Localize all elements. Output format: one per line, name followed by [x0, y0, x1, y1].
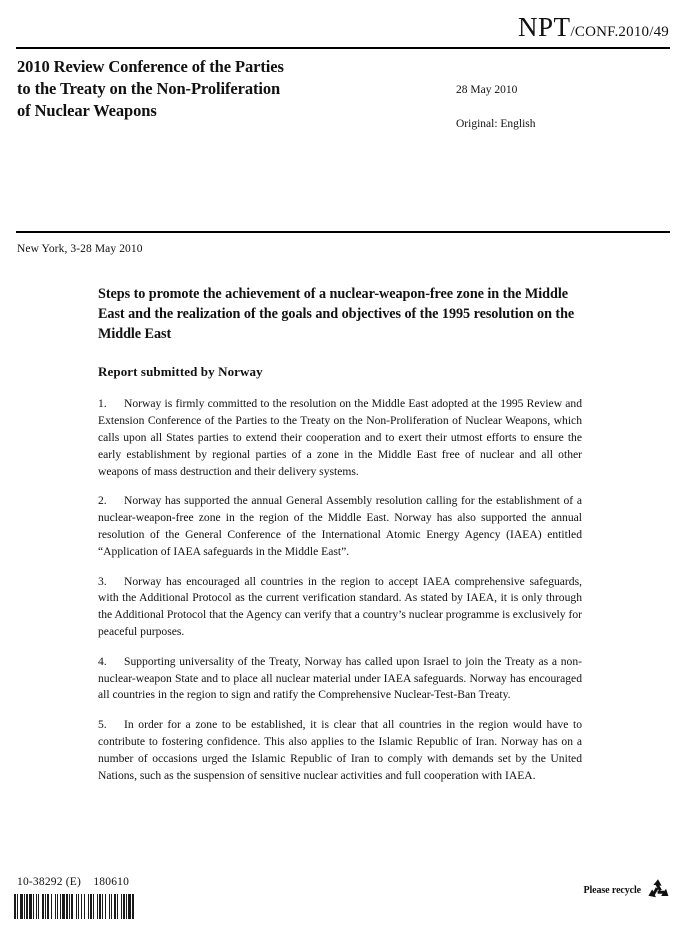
- document-date: 28 May 2010: [456, 84, 518, 96]
- venue-divider: [16, 231, 670, 233]
- paragraph-number: 3.: [98, 574, 107, 588]
- recycle-notice: [583, 878, 671, 902]
- document-original-language: Original: English: [456, 117, 536, 130]
- recycle-label: Please recycle: [583, 884, 641, 896]
- document-body: [98, 284, 582, 784]
- paragraph-4: [98, 654, 582, 704]
- paragraph-1: [98, 396, 582, 480]
- conference-title: [17, 56, 367, 122]
- subject-heading: Steps to promote the achievement of a nuclear-weapon-free zone in the Middle East and the realization of the goals and objectives of the 1995 resolution on the Middle East: [98, 286, 575, 343]
- paragraph-text: Supporting universality of the Treaty, Norway has called upon Israel to join the Treaty as a non-nuclear-weapon State and to place all nuclear material under IAEA safeguards. Norway has encouraged all countries in the region to sign and ratify the Comprehensive Nuclear-Test-Ban Treaty.: [98, 654, 582, 702]
- paragraph-text: Norway has supported the annual General Assembly resolution calling for the establishment of a nuclear-weapon-free zone in the region of the Middle East. Norway has also supported the annual resolution of the General Conference of the International Atomic Energy Agency (IAEA) entitled “Application of IAEA safeguards in the Middle East”.: [98, 494, 582, 558]
- paragraph-text: Norway has encouraged all countries in the region to accept IAEA comprehensive safeguards, with the Additional Protocol as the current verification standard. As stated by IAEA, it is only through the Additional Protocol that the Agency can verify that a country’s nuclear programme is exclusively for peaceful purposes.: [98, 574, 582, 639]
- paragraph-number: 5.: [98, 718, 107, 732]
- paragraph-number: 4.: [98, 654, 107, 668]
- document-symbol-suffix: /CONF.2010/49: [570, 24, 669, 40]
- paragraph-5: [98, 717, 582, 784]
- paragraph-number: 2.: [98, 494, 107, 508]
- document-symbol: [518, 14, 669, 41]
- conference-title-line-3: of Nuclear Weapons: [17, 100, 157, 120]
- paragraph-text: Norway is firmly committed to the resolution on the Middle East adopted at the 1995 Review and Extension Conference of the Parties to the Treaty on the Non-Proliferation of Nuclear Weapons, which calls upon all States parties to extend their cooperation and to exert their utmost efforts to ensure the early establishment by regional parties of a zone in the Middle East free of nuclear and all other weapons of mass destruction and their delivery systems.: [98, 397, 582, 478]
- conference-title-line-2: to the Treaty on the Non-Proliferation: [17, 78, 281, 98]
- paragraph-2: [98, 493, 582, 560]
- document-meta: [456, 84, 536, 132]
- document-symbol-prefix: NPT: [517, 12, 571, 42]
- paragraph-text: In order for a zone to be established, it is clear that all countries in the region would have to contribute to fostering confidence. This also applies to the Islamic Republic of Iran. Norway has on a number of occasions urged the Islamic Republic of Iran to comply with demands set by the United Nations, such as the suspension of sensitive nuclear activities and full cooperation with IAEA.: [98, 718, 582, 782]
- paragraph-3: [98, 574, 582, 641]
- report-submitter: Report submitted by Norway: [98, 364, 263, 380]
- paragraph-number: 1.: [98, 397, 107, 411]
- header-divider: [16, 47, 670, 49]
- conference-title-line-1: 2010 Review Conference of the Parties: [17, 57, 284, 76]
- job-number: 10-38292 (E) 180610: [17, 876, 130, 888]
- conference-venue: New York, 3-28 May 2010: [17, 243, 143, 255]
- recycle-icon: [645, 878, 671, 902]
- barcode-image: [14, 894, 155, 919]
